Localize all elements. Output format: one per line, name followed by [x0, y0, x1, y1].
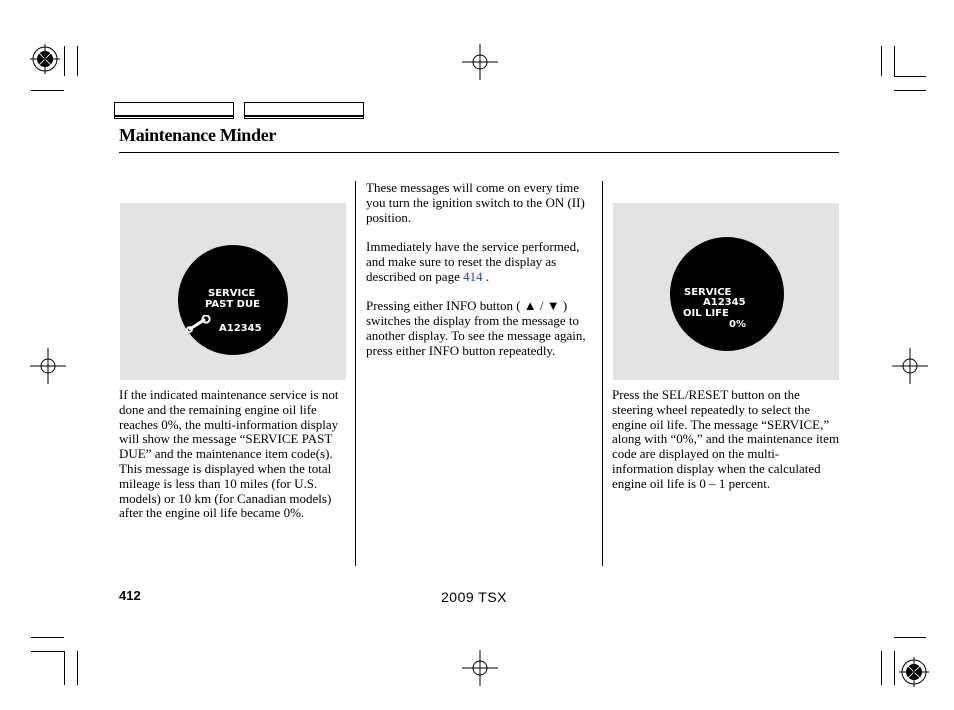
header-tab-box — [114, 102, 234, 119]
service-oil-life-illustration — [613, 203, 839, 380]
crop-mark — [31, 90, 64, 91]
left-column-text — [119, 388, 347, 521]
column-divider — [355, 181, 356, 566]
crop-mark — [31, 651, 64, 652]
paragraph-text: . — [485, 268, 490, 284]
paragraph: These messages will come on every time you turn the ignition switch to the ON (II) position. — [366, 180, 585, 225]
multi-information-display — [670, 237, 784, 351]
crop-mark — [894, 90, 926, 91]
column-divider — [602, 181, 603, 566]
crop-mark — [881, 651, 882, 685]
paragraph: Pressing either INFO button ( ▲ / ▼ ) switches the display from the message to another display. To see the message again, press either INFO button repeatedly. — [366, 298, 586, 358]
display-line-oil-life: OIL LIFE — [683, 308, 729, 319]
crop-mark — [77, 46, 78, 76]
page-number: 412 — [119, 588, 141, 603]
crop-mark — [77, 651, 78, 685]
crop-mark — [64, 46, 65, 76]
display-line-service: SERVICE — [684, 287, 732, 298]
page-link[interactable]: 414 — [463, 268, 483, 284]
title-rule — [119, 152, 839, 153]
paragraph-text: Immediately have the service performed, and make sure to reset the display as described on page — [366, 239, 580, 284]
right-column-text — [612, 388, 840, 492]
crop-mark — [894, 76, 926, 77]
crop-mark — [64, 651, 65, 685]
display-line-service: SERVICE — [208, 288, 256, 299]
multi-information-display — [178, 245, 288, 355]
model-name: 2009 TSX — [441, 589, 508, 605]
display-item-code: A12345 — [703, 297, 746, 308]
crop-mark — [894, 46, 895, 76]
crop-mark — [881, 46, 882, 76]
display-oil-percent: 0% — [729, 319, 746, 330]
paragraph: If the indicated maintenance service is not done and the remaining engine oil life reaches 0%, the multi-information display will show the message “SERVICE PAST DUE” and the maintenance item code(s). This message is displayed when the total mileage is less than 10 miles (for U.S. models) or 10 km (for Canadian models) after the engine oil life became 0%. — [119, 387, 339, 521]
crop-mark — [31, 637, 64, 638]
paragraph — [366, 240, 594, 284]
display-item-code: A12345 — [219, 323, 262, 334]
paragraph: Press the SEL/RESET button on the steering wheel repeatedly to select the engine oil life. The message “SERVICE,” along with “0%,” and the maintenance item code are displayed on the multi-information display when the calculated engine oil life is 0 ‒ 1 percent. — [612, 387, 840, 491]
header-tab-box — [244, 102, 364, 119]
crop-mark — [894, 637, 926, 638]
service-past-due-illustration — [120, 203, 346, 380]
wrench-icon — [186, 315, 212, 338]
middle-column-text — [366, 181, 594, 359]
crop-mark — [894, 651, 895, 685]
page-title: Maintenance Minder — [119, 125, 277, 145]
display-line-past-due: PAST DUE — [205, 299, 260, 310]
